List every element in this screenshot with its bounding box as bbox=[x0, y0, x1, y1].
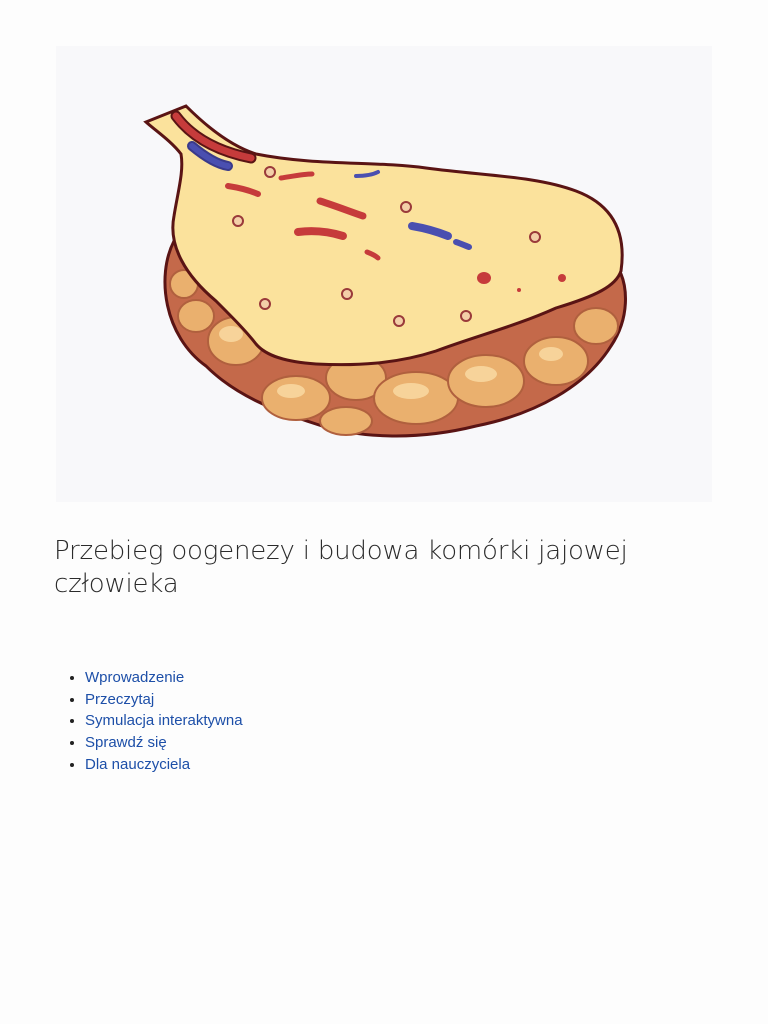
nav-item-dla-nauczyciela bbox=[85, 754, 243, 776]
nav-link-dla-nauczyciela[interactable]: Dla nauczyciela bbox=[85, 755, 191, 773]
nav-link-sprawdz-sie[interactable]: Sprawdź się bbox=[85, 734, 167, 752]
bullet-icon bbox=[70, 676, 74, 680]
ovary-illustration bbox=[56, 46, 712, 502]
nav-item-przeczytaj bbox=[85, 689, 243, 711]
nav-link-symulacja[interactable]: Symulacja interaktywna bbox=[85, 712, 243, 730]
nav-item-wprowadzenie bbox=[85, 667, 243, 689]
nav-link-wprowadzenie[interactable]: Wprowadzenie bbox=[85, 669, 185, 686]
bullet-icon bbox=[70, 763, 74, 767]
page-title: Przebieg oogenezy i budowa komórki jajowej człowieka bbox=[54, 536, 628, 599]
nav-item-sprawdz-sie bbox=[85, 732, 243, 754]
hero-image bbox=[56, 46, 712, 502]
section-nav bbox=[54, 667, 243, 775]
nav-link-przeczytaj[interactable]: Przeczytaj bbox=[85, 690, 155, 708]
bullet-icon bbox=[70, 698, 74, 702]
bullet-icon bbox=[70, 719, 74, 723]
nav-item-symulacja bbox=[85, 710, 243, 732]
bullet-icon bbox=[70, 741, 74, 745]
